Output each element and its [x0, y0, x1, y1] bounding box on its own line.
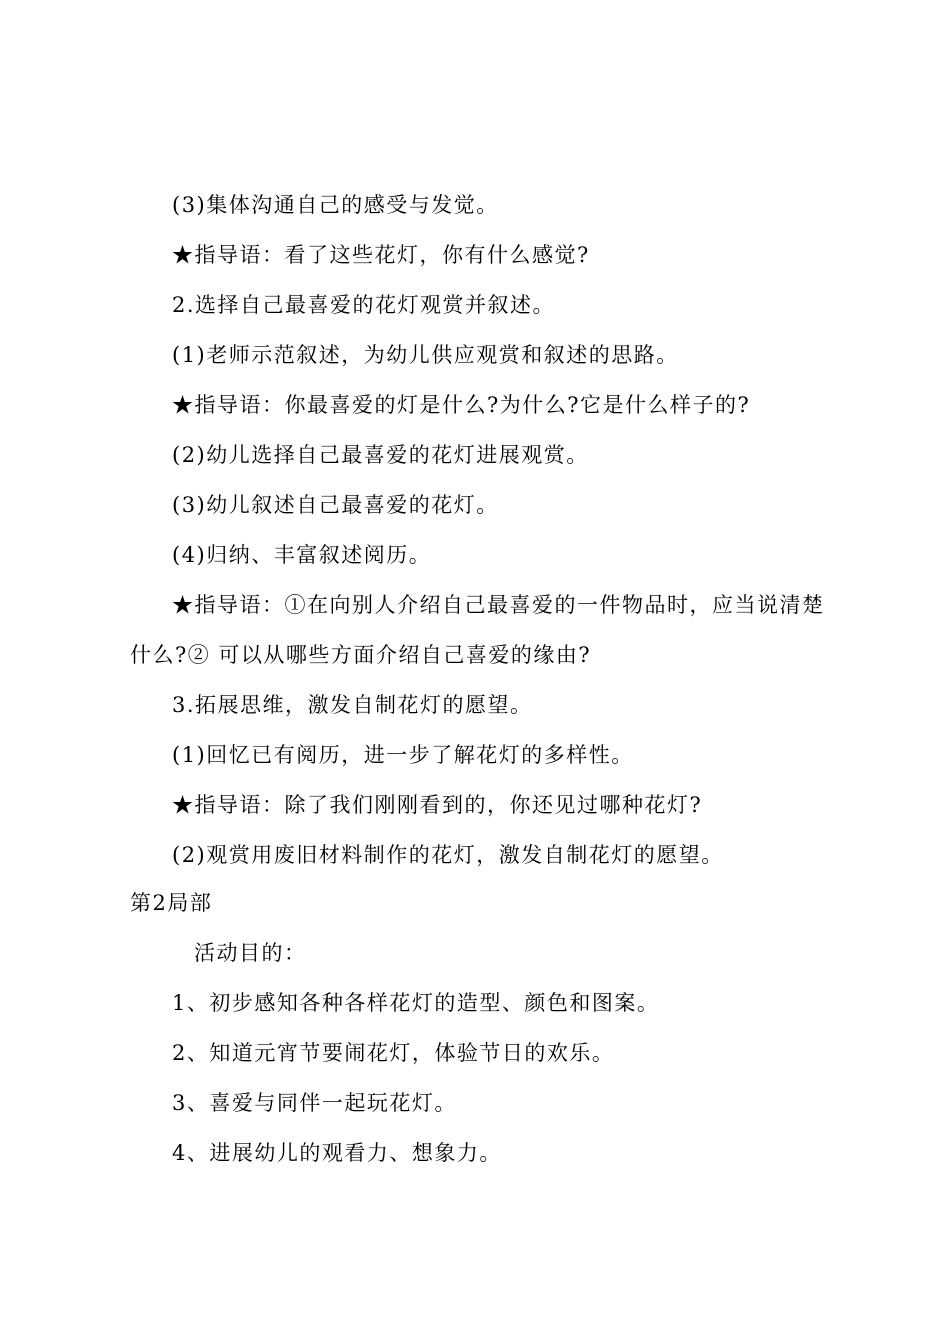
- step-heading: 3.拓展思维，激发自制花灯的愿望。: [172, 693, 533, 717]
- paragraph-line: (2)幼儿选择自己最喜爱的花灯进展观赏。: [172, 443, 589, 467]
- paragraph-line: (3)幼儿叙述自己最喜爱的花灯。: [172, 493, 499, 517]
- paragraph-line: (4)归纳、丰富叙述阅历。: [172, 543, 432, 567]
- goal-item: 4、进展幼儿的观看力、想象力。: [172, 1141, 502, 1165]
- goal-item: 1、初步感知各种各样花灯的造型、颜色和图案。: [172, 991, 660, 1015]
- guidance-line: ★指导语：除了我们刚刚看到的，你还见过哪种花灯?: [172, 793, 703, 817]
- goal-item: 3、喜爱与同伴一起玩花灯。: [172, 1091, 457, 1115]
- paragraph-line: (2)观赏用废旧材料制作的花灯，激发自制花灯的愿望。: [172, 843, 724, 867]
- section-heading: 第2局部: [130, 891, 213, 915]
- goals-heading: 活动目的：: [194, 941, 307, 965]
- guidance-line: ★指导语：①在向别人介绍自己最喜爱的一件物品时，应当说清楚: [172, 593, 825, 617]
- guidance-line: ★指导语：看了这些花灯，你有什么感觉?: [172, 243, 590, 267]
- guidance-line-continued: 什么?② 可以从哪些方面介绍自己喜爱的缘由?: [130, 643, 592, 667]
- step-heading: 2.选择自己最喜爱的花灯观赏并叙述。: [172, 293, 556, 317]
- paragraph-line: (1)老师示范叙述，为幼儿供应观赏和叙述的思路。: [172, 343, 679, 367]
- goal-item: 2、知道元宵节要闹花灯，体验节日的欢乐。: [172, 1041, 615, 1065]
- paragraph-line: (3)集体沟通自己的感受与发觉。: [172, 193, 499, 217]
- guidance-line: ★指导语：你最喜爱的灯是什么?为什么?它是什么样子的?: [172, 393, 751, 417]
- paragraph-line: (1)回忆已有阅历，进一步了解花灯的多样性。: [172, 743, 634, 767]
